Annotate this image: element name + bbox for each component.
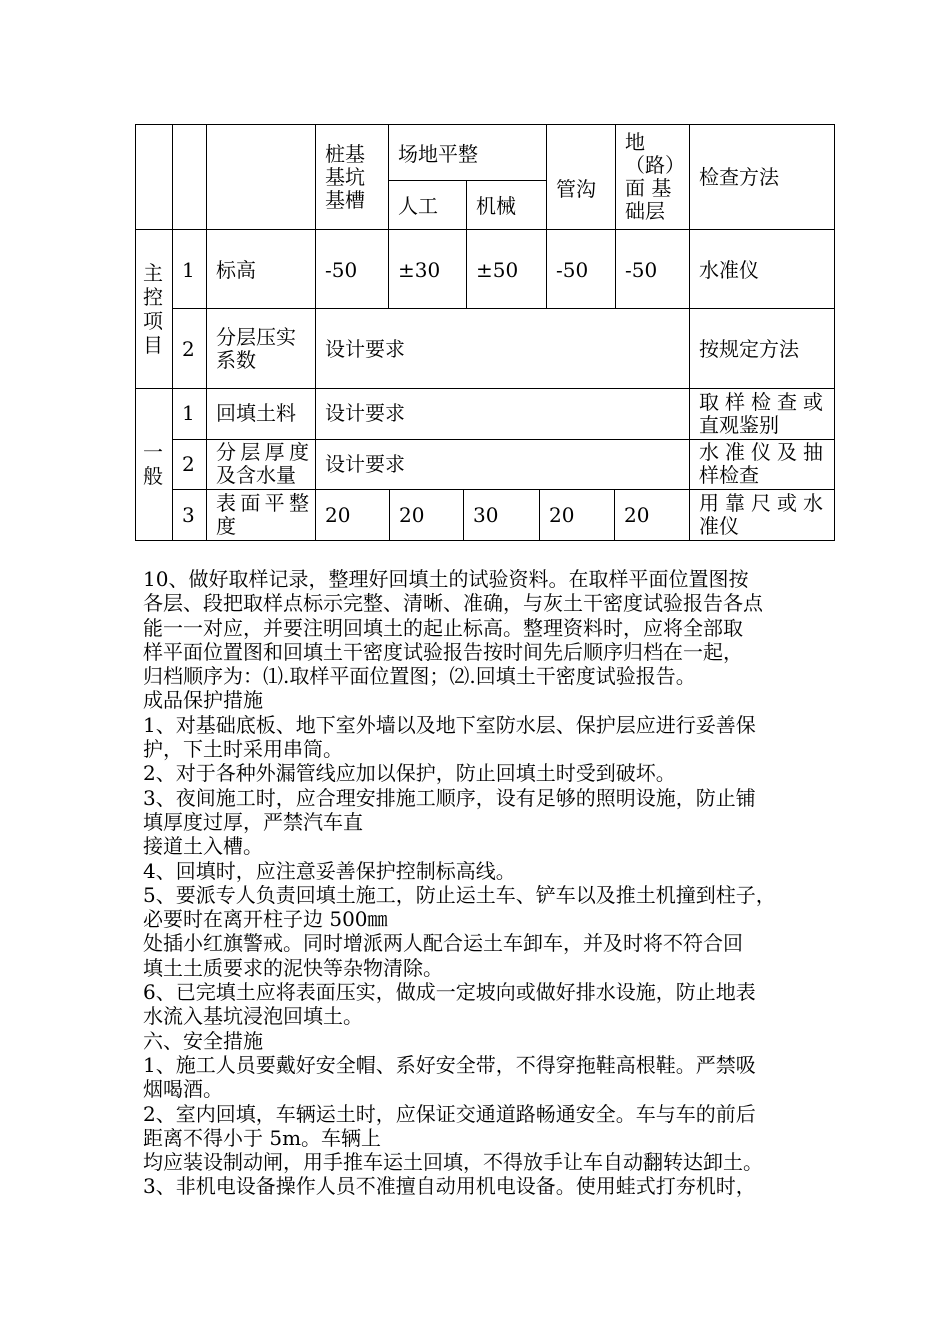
paragraph-line: 5、要派专人负责回填土施工，防止运土车、铲车以及推土机撞到柱子， [143,882,776,907]
row-method: 用靠尺或水 准仪 [699,491,823,538]
row-method: 按规定方法 [699,337,799,361]
table-rule [172,489,835,490]
paragraph-line: 填土土质要求的泥快等杂物清除。 [143,955,443,980]
paragraph-line: 护，下土时采用串筒。 [143,737,343,762]
paragraph-line: 水流入基坑浸泡回填土。 [143,1004,363,1029]
paragraph-line: 样平面位置图和回填土干密度试验报告按时间先后顺序归档在一起， [143,639,743,664]
value-2: 20 [399,503,425,527]
row-item: 分层压实 系数 [216,325,296,372]
value-road: -50 [625,258,658,282]
paragraph-line: 烟喝酒。 [143,1077,223,1102]
value-manual: ±30 [398,258,441,282]
paragraph-line: 3、夜间施工时，应合理安排施工顺序，设有足够的照明设施，防止铺 [143,785,756,810]
paragraph-line: 接道土入槽。 [143,834,263,859]
row-value: 设计要求 [325,337,405,361]
paragraph-line: 处插小红旗警戒。同时增派两人配合运土车卸车，并及时将不符合回 [143,931,743,956]
row-item: 分层厚度 及含水量 [216,440,309,487]
paragraph-line: 2、室内回填，车辆运土时，应保证交通道路畅通安全。车与车的前后 [143,1101,756,1126]
row-method: 水准仪 [699,258,759,282]
header-road-base: 地 （路） 面 基 础层 [625,130,685,223]
row-item: 标高 [216,258,256,282]
paragraph-line: 距离不得小于 5m。车辆上 [143,1125,382,1150]
paragraph-line: 必要时在离开柱子边 500㎜ [143,907,388,932]
paragraph-line: 3、非机电设备操作人员不准擅自动用机电设备。使用蛙式打夯机时， [143,1174,756,1199]
row-number: 1 [182,258,195,282]
table-rule [539,489,540,540]
value-trench: -50 [556,258,589,282]
table-rule [172,308,835,309]
row-number: 2 [182,452,195,476]
value-1: 20 [325,503,351,527]
value-5: 20 [624,503,650,527]
header-machine: 机械 [476,194,516,218]
section-heading: 六、安全措施 [143,1028,263,1053]
row-item: 回填土料 [216,401,296,425]
general-items-label: 一 般 [143,440,163,488]
paragraph-line: 归档顺序为：⑴.取样平面位置图；⑵.回填土干密度试验报告。 [143,664,696,689]
table-border-bottom [135,540,835,541]
table-rule [388,124,389,308]
value-4: 20 [549,503,575,527]
paragraph-line: 1、对基础底板、地下室外墙以及地下室防水层、保护层应进行妥善保 [143,712,756,737]
value-pile: -50 [325,258,358,282]
table-border-left [135,124,136,541]
row-item: 表面平整 度 [216,491,309,538]
table-rule [689,308,690,540]
document-body [143,567,843,1199]
paragraph-line: 2、对于各种外漏管线应加以保护，防止回填土时受到破坏。 [143,761,676,786]
row-number: 2 [182,337,195,361]
inspection-standard-table [135,124,835,541]
value-3: 30 [473,503,499,527]
table-rule [315,124,316,541]
paragraph-line: 填厚度过厚，严禁汽车直 [143,809,363,834]
table-rule [135,229,835,230]
table-rule [463,489,464,540]
table-rule [615,124,616,308]
row-method: 水准仪及抽 样检查 [699,440,823,487]
table-rule [389,489,390,540]
table-rule [466,180,467,308]
row-method: 取样检查或 直观鉴别 [699,390,823,437]
table-border-right [834,124,835,541]
paragraph-line: 6、已完填土应将表面压实，做成一定坡向或做好排水设施，防止地表 [143,980,756,1005]
paragraph-line: 均应装设制动闸，用手推车运土回填，不得放手让车自动翻转达卸土。 [143,1150,763,1175]
paragraph-line: 1、施工人员要戴好安全帽、系好安全带，不得穿拖鞋高根鞋。严禁吸 [143,1052,756,1077]
row-number: 3 [182,503,195,527]
header-trench: 管沟 [556,177,596,201]
paragraph-line: 10、做好取样记录，整理好回填土的试验资料。在取样平面位置图按 [143,567,749,591]
row-value: 设计要求 [325,452,405,476]
header-manual: 人工 [398,194,438,218]
section-heading: 成品保护措施 [143,688,263,713]
main-control-items-label: 主 控 项 目 [143,261,163,357]
table-border-top [135,124,835,125]
row-number: 1 [182,401,195,425]
table-rule [388,180,546,181]
table-rule [614,489,615,540]
paragraph-line: 4、回填时，应注意妥善保护控制标高线。 [143,858,516,883]
table-rule [172,124,173,541]
table-rule [135,388,835,389]
header-site-leveling: 场地平整 [398,142,478,166]
value-machine: ±50 [476,258,519,282]
paragraph-line: 能一一对应，并要注明回填土的起止标高。整理资料时，应将全部取 [143,615,743,640]
header-check-method: 检查方法 [699,165,779,189]
table-rule [689,124,690,308]
table-rule [206,124,207,541]
table-rule [546,124,547,308]
row-value: 设计要求 [325,401,405,425]
paragraph-line: 各层、段把取样点标示完整、清晰、准确，与灰土干密度试验报告各点 [143,591,763,616]
header-pile-foundation: 桩基 基坑 基槽 [325,142,365,212]
